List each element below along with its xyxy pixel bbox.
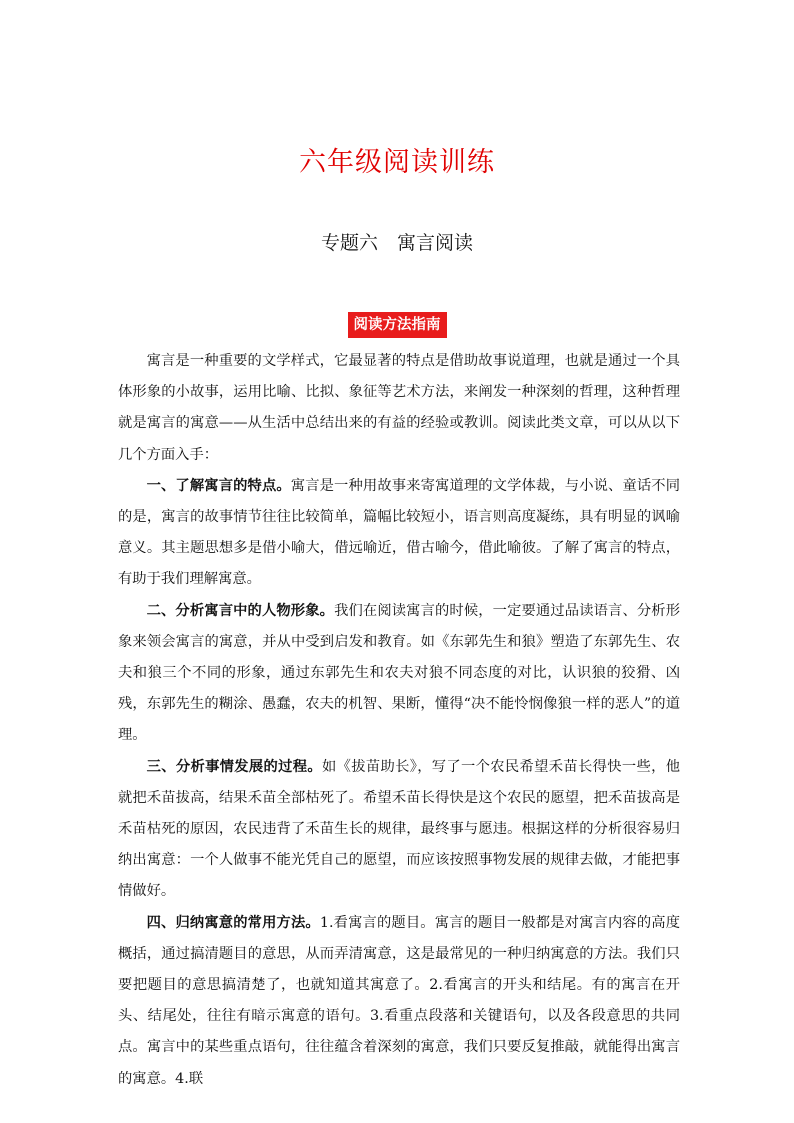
point-text-4: 1.看寓言的题目。寓言的题目一般都是对寓言内容的高度概括，通过搞清题目的意思，从而弄清寓意，这是最常见的一种归纳寓意的方法。我们只要把题目的意思搞清楚了，也就知道其寓意了。2.看寓言的开头和结尾。有的寓言在开头、结尾处，往往有暗示寓意的语句。3.看重点段落和关键语句，以及各段意思的共同点。寓言中的某些重点语句，往往蕴含着深刻的寓意，我们只要反复推敲，就能得出寓言的寓意。4.联 (118, 914, 681, 1087)
section-banner-container (0, 312, 794, 338)
point-paragraph-1 (118, 471, 680, 596)
document-title: 六年级阅读训练 (299, 147, 495, 178)
intro-paragraph: 寓言是一种重要的文学样式，它最显著的特点是借助故事说道理，也就是通过一个具体形象的小故事，运用比喻、比拟、象征等艺术方法，来阐发一种深刻的哲理，这种哲理就是寓言的寓意——从生活中总结出来的有益的经验或教训。阅读此类文章，可以从以下几个方面入手： (118, 353, 680, 463)
point-text-3: 如《拔苗助长》，写了一个农民希望禾苗长得快一些，他就把禾苗拔高，结果禾苗全部枯死了。希望禾苗长得快是这个农民的愿望，把禾苗拔高是禾苗枯死的原因，农民违背了禾苗生长的规律，最终事与愿违。根据这样的分析很容易归纳出寓意：一个人做事不能光凭自己的愿望，而应该按照事物发展的规律去做，才能把事情做好。 (118, 758, 680, 900)
point-heading-2: 二、分析寓言中的人物形象。 (146, 602, 335, 619)
point-heading-1: 一、了解寓言的特点。 (146, 477, 291, 494)
point-paragraph-3 (118, 752, 680, 908)
document-subtitle: 专题六 寓言阅读 (320, 232, 473, 254)
point-heading-3: 三、分析事情发展的过程。 (146, 758, 323, 775)
document-body (118, 346, 680, 1095)
point-paragraph-4 (118, 908, 680, 1095)
point-paragraph-2 (118, 596, 680, 752)
point-text-1: 寓言是一种用故事来寄寓道理的文学体裁，与小说、童话不同的是，寓言的故事情节往往比较简单，篇幅比较短小，语言则高度凝练，具有明显的讽喻意义。其主题思想多是借小喻大，借远喻近，借古喻今，借此喻彼。了解了寓言的特点，有助于我们理解寓意。 (118, 477, 681, 588)
point-text-2: 我们在阅读寓言的时候，一定要通过品读语言、分析形象来领会寓言的寓意，并从中受到启发和教育。如《东郭先生和狼》塑造了东郭先生、农夫和狼三个不同的形象，通过东郭先生和农夫对狼不同态度的对比，认识狼的狡猾、凶残，东郭先生的糊涂、愚蠢，农夫的机智、果断，懂得“决不能怜悯像狼一样的恶人”的道理。 (118, 602, 681, 744)
point-heading-4: 四、归纳寓意的常用方法。 (146, 914, 320, 931)
section-banner: 阅读方法指南 (348, 312, 447, 338)
